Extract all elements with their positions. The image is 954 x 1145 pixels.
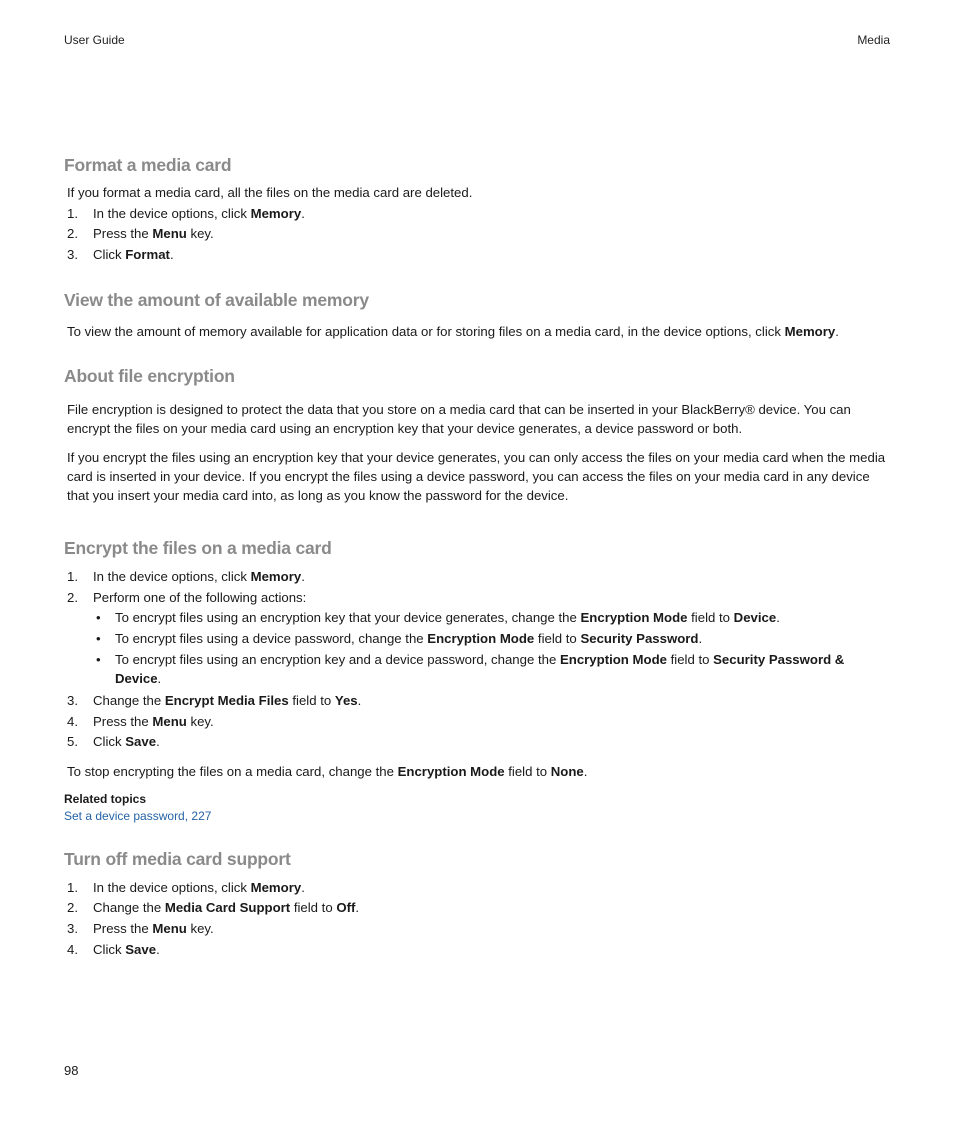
view-memory-paragraph: To view the amount of memory available for application data or for storing files on a media card, in the device options, click Memory. [67, 324, 839, 339]
encryption-paragraph-1: File encryption is designed to protect the data that you store on a media card that can be inserted in your BlackBerry® device. You can encrypt the files on your media card using an encryption key that your device generates, a device password or both. [67, 402, 851, 436]
bullet-icon: • [96, 610, 101, 625]
step-text: key. [186, 226, 214, 241]
step-number: 2. [67, 226, 78, 241]
heading-format-media-card: Format a media card [64, 155, 232, 175]
keyword-memory: Memory [784, 324, 836, 339]
step-number: 1. [67, 206, 78, 221]
related-topics-heading: Related topics [64, 792, 147, 806]
step-text: . [169, 247, 174, 262]
bullet-icon: • [96, 652, 101, 667]
page-number: 98 [64, 1063, 79, 1078]
heading-about-file-encryption: About file encryption [64, 366, 235, 386]
running-header-section: Media [857, 33, 890, 47]
related-link-device-password[interactable]: Set a device password, 227 [64, 809, 212, 823]
bullet-icon: • [96, 631, 101, 646]
encryption-paragraph-2: If you encrypt the files using an encryption key that your device generates, you can only access the files on your media card when the media card is inserted in your device. If you encrypt the files using a device password, you can access the files on your media card in any device that you insert your media card into, as long as you know the password for the device. [67, 450, 886, 503]
step-number: 1. [67, 569, 78, 584]
step-keyword: Menu [152, 226, 187, 241]
step-text: Press the [93, 226, 153, 241]
heading-view-available-memory: View the amount of available memory [64, 290, 369, 310]
stop-encrypting-paragraph: To stop encrypting the files on a media card, change the Encryption Mode field to None. [67, 764, 588, 779]
step-text: Click [93, 247, 126, 262]
step-number: 3. [67, 693, 78, 708]
running-header-title: User Guide [64, 33, 125, 47]
step-number: 4. [67, 714, 78, 729]
heading-encrypt-files: Encrypt the files on a media card [64, 538, 332, 558]
heading-turn-off-media-card: Turn off media card support [64, 849, 291, 869]
step-number: 5. [67, 734, 78, 749]
step-number: 2. [67, 590, 78, 605]
step-text: Perform one of the following actions: [93, 590, 307, 605]
step-number: 3. [67, 247, 78, 262]
step-keyword: Memory [250, 569, 302, 584]
step-text: . [301, 206, 305, 221]
step-number: 4. [67, 942, 78, 957]
step-number: 2. [67, 900, 78, 915]
step-number: 3. [67, 921, 78, 936]
format-intro: If you format a media card, all the files on the media card are deleted. [67, 185, 473, 200]
step-keyword: Format [125, 247, 170, 262]
step-keyword: Memory [250, 206, 302, 221]
step-text: In the device options, click [93, 206, 251, 221]
step-number: 1. [67, 880, 78, 895]
